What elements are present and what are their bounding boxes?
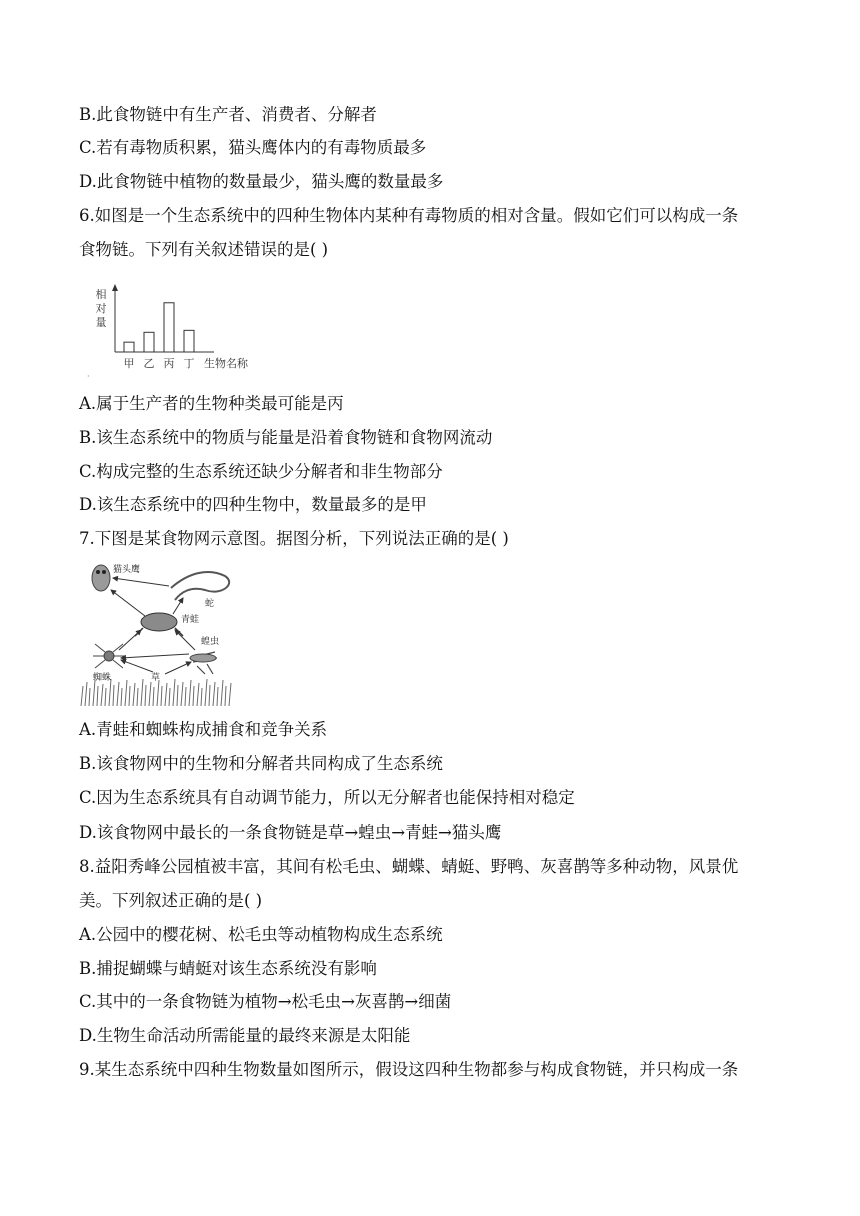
bar-3 [184,330,194,352]
x-tick-label-0: 甲 [123,357,135,370]
x-tick-label-1: 乙 [143,357,155,370]
figure-mark: · [87,372,90,381]
q7-option-b: B.该食物网中的生物和分解者共同构成了生态系统 [79,754,443,773]
frog-illustration [135,613,183,636]
svg-text:相: 相 [95,288,107,301]
q5-option-c: C.若有毒物质积累，猫头鹰体内的有毒物质最多 [79,138,427,157]
q7-stem: 7.下图是某食物网示意图。据图分析，下列说法正确的是( ) [79,529,509,548]
q6-option-d: D.该生态系统中的四种生物中，数量最多的是甲 [79,495,427,514]
spider-illustration [93,644,125,668]
q5-option-d: D.此食物链中植物的数量最少，猫头鹰的数量最多 [79,172,444,191]
q8-option-d: D.生物生命活动所需能量的最终来源是太阳能 [79,1026,411,1045]
svg-text:量: 量 [95,316,107,329]
q8-option-a: A.公园中的樱花树、松毛虫等动植物构成生态系统 [79,925,443,944]
q8-option-c: C.其中的一条食物链为植物→松毛虫→灰喜鹊→细菌 [79,992,452,1011]
snake-label: 蛇 [205,599,215,609]
q7-option-c: C.因为生态系统具有自动调节能力，所以无分解者也能保持相对稳定 [79,788,575,807]
q7-option-d: D.该食物网中最长的一条食物链是草→蝗虫→青蛙→猫头鹰 [79,823,502,842]
y-axis-label [96,287,107,329]
q6-option-c: C.构成完整的生态系统还缺少分解者和非生物部分 [79,462,443,481]
q6-option-b: B.该生态系统中的物质与能量是沿着食物链和食物网流动 [79,428,493,447]
q8-stem-line2: 美。下列叙述正确的是( ) [79,891,263,910]
q5-option-b: B.此食物链中有生产者、消费者、分解者 [79,105,377,124]
svg-text:对: 对 [95,302,107,315]
spider-label: 蜘蛛 [93,673,112,683]
x-tick-label-2: 丙 [163,357,175,370]
locust-label: 蝗虫 [201,637,220,647]
bar-1 [144,332,154,352]
q6-option-a: A.属于生产者的生物种类最可能是丙 [79,394,344,413]
grass-label: 草 [151,673,161,683]
y-axis-arrow [112,284,118,291]
frog-label: 青蛙 [181,615,200,625]
food-web-diagram [79,558,235,708]
q9-stem-line1: 9.某生态系统中四种生物数量如图所示，假设这四种生物都参与构成食物链，并只构成一条 [79,1060,739,1079]
bar-2 [164,303,174,352]
q7-option-a: A.青蛙和蜘蛛构成捕食和竞争关系 [79,720,328,739]
bar-0 [124,342,134,352]
x-axis-label: 生物名称 [204,357,248,370]
q8-stem-line1: 8.益阳秀峰公园植被丰富，其间有松毛虫、蝴蝶、蜻蜓、野鸭、灰喜鹊等多种动物，风景优 [79,857,739,876]
toxin-bar-chart [86,280,276,376]
snake-illustration [171,572,229,600]
q8-option-b: B.捕捉蝴蝶与蜻蜓对该生态系统没有影响 [79,959,377,978]
q6-stem-line2: 食物链。下列有关叙述错误的是( ) [79,240,329,259]
grass-illustration [81,679,231,706]
q6-stem-line1: 6.如图是一个生态系统中的四种生物体内某种有毒物质的相对含量。假如它们可以构成一条 [79,206,739,225]
x-tick-label-3: 丁 [183,357,195,370]
owl-illustration [92,565,110,591]
owl-label: 猫头鹰 [113,565,141,575]
locust-illustration [190,652,217,674]
